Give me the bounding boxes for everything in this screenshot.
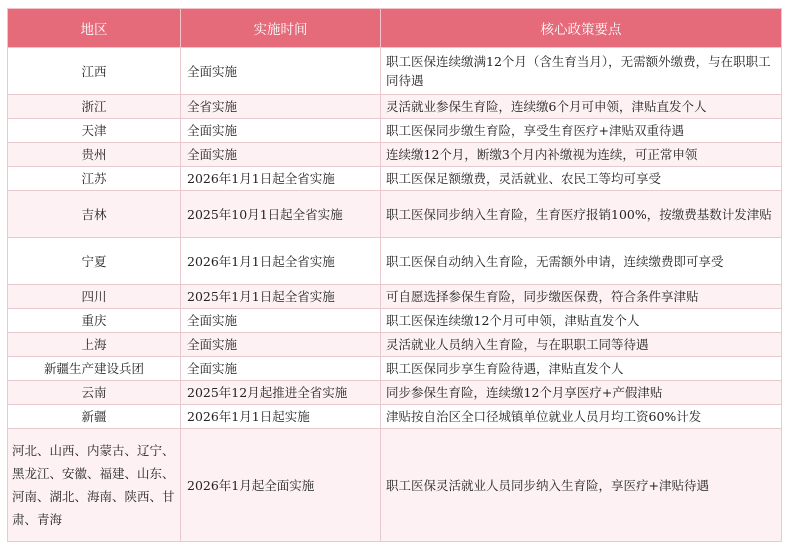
- policy-cell: 职工医保连续缴满12个月（含生育当月），无需额外缴费，与在职职工同待遇: [381, 48, 782, 95]
- time-cell: 2026年1月1日起全省实施: [181, 238, 381, 285]
- policy-cell: 职工医保同步享生育险待遇，津贴直发个人: [381, 357, 782, 381]
- table-row: [8, 333, 782, 357]
- time-cell: 2026年1月1日起全省实施: [181, 167, 381, 191]
- time-cell: 全面实施: [181, 357, 381, 381]
- policy-cell: 职工医保灵活就业人员同步纳入生育险，享医疗+津贴待遇: [381, 429, 782, 542]
- table-row: [8, 405, 782, 429]
- policy-cell: 职工医保同步缴生育险，享受生育医疗+津贴双重待遇: [381, 119, 782, 143]
- region-cell: 宁夏: [8, 238, 181, 285]
- region-cell: 天津: [8, 119, 181, 143]
- region-cell: 四川: [8, 285, 181, 309]
- table-row: [8, 95, 782, 119]
- table-row: [8, 429, 782, 542]
- policy-cell: 职工医保足额缴费，灵活就业、农民工等均可享受: [381, 167, 782, 191]
- table-row: [8, 119, 782, 143]
- time-cell: 2025年10月1日起全省实施: [181, 191, 381, 238]
- policy-cell: 津贴按自治区全口径城镇单位就业人员月均工资60%计发: [381, 405, 782, 429]
- region-cell: 云南: [8, 381, 181, 405]
- region-cell: 吉林: [8, 191, 181, 238]
- maternity-insurance-policy-table: [7, 8, 782, 542]
- region-cell: 江西: [8, 48, 181, 95]
- time-cell: 全面实施: [181, 48, 381, 95]
- table-row: [8, 48, 782, 95]
- table-row: [8, 285, 782, 309]
- time-cell: 2025年1月1日起全省实施: [181, 285, 381, 309]
- region-cell: 江苏: [8, 167, 181, 191]
- time-cell: 全省实施: [181, 95, 381, 119]
- policy-cell: 职工医保连续缴12个月可申领，津贴直发个人: [381, 309, 782, 333]
- table-row: [8, 143, 782, 167]
- region-cell: 新疆生产建设兵团: [8, 357, 181, 381]
- header-time: 实施时间: [181, 9, 381, 48]
- region-cell: 贵州: [8, 143, 181, 167]
- region-cell: 河北、山西、内蒙古、辽宁、黑龙江、安徽、福建、山东、河南、湖北、海南、陕西、甘肃、青海: [8, 429, 181, 542]
- table-row: [8, 191, 782, 238]
- region-cell: 重庆: [8, 309, 181, 333]
- policy-cell: 职工医保自动纳入生育险，无需额外申请，连续缴费即可享受: [381, 238, 782, 285]
- policy-cell: 可自愿选择参保生育险，同步缴医保费，符合条件享津贴: [381, 285, 782, 309]
- time-cell: 全面实施: [181, 309, 381, 333]
- region-cell: 浙江: [8, 95, 181, 119]
- table-row: [8, 238, 782, 285]
- region-cell: 新疆: [8, 405, 181, 429]
- table-row: [8, 357, 782, 381]
- policy-cell: 灵活就业人员纳入生育险，与在职职工同等待遇: [381, 333, 782, 357]
- time-cell: 全面实施: [181, 333, 381, 357]
- table-row: [8, 309, 782, 333]
- policy-cell: 灵活就业参保生育险，连续缴6个月可申领，津贴直发个人: [381, 95, 782, 119]
- table-header-row: [8, 9, 782, 48]
- policy-cell: 职工医保同步纳入生育险，生育医疗报销100%，按缴费基数计发津贴: [381, 191, 782, 238]
- header-region: 地区: [8, 9, 181, 48]
- policy-cell: 连续缴12个月，断缴3个月内补缴视为连续，可正常申领: [381, 143, 782, 167]
- header-policy: 核心政策要点: [381, 9, 782, 48]
- region-cell: 上海: [8, 333, 181, 357]
- policy-cell: 同步参保生育险，连续缴12个月享医疗+产假津贴: [381, 381, 782, 405]
- time-cell: 2026年1月起全面实施: [181, 429, 381, 542]
- table-row: [8, 381, 782, 405]
- time-cell: 全面实施: [181, 143, 381, 167]
- table-row: [8, 167, 782, 191]
- time-cell: 2026年1月1日起实施: [181, 405, 381, 429]
- time-cell: 2025年12月起推进全省实施: [181, 381, 381, 405]
- time-cell: 全面实施: [181, 119, 381, 143]
